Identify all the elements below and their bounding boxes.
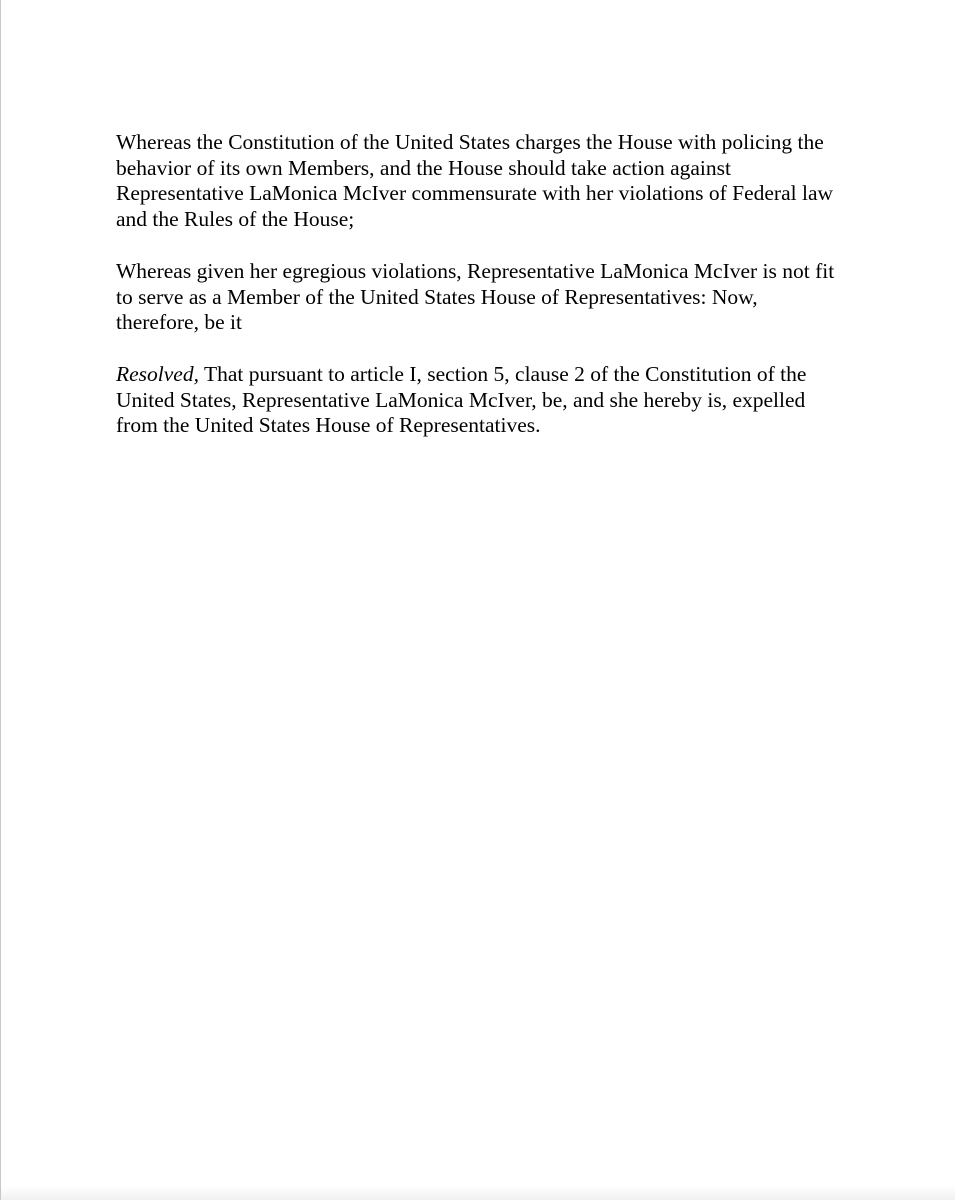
paragraph-line: Whereas given her egregious violations, Representative LaMonica McIver is not fit: [116, 258, 835, 283]
paragraph-line: therefore, be it: [116, 310, 242, 335]
paragraph-line: behavior of its own Members, and the House should take action against: [116, 155, 731, 180]
page-bottom-edge: [1, 1186, 955, 1200]
document-body: [116, 130, 851, 465]
paragraph-line: That pursuant to article I, section 5, clause 2 of the Constitution of the: [198, 361, 807, 386]
whereas-paragraph-2: [116, 259, 851, 336]
whereas-paragraph-1: [116, 130, 851, 233]
resolved-word: Resolved,: [116, 361, 199, 386]
paragraph-line: Whereas the Constitution of the United States charges the House with policing the: [116, 130, 824, 154]
paragraph-line: Representative LaMonica McIver commensurate with her violations of Federal law: [116, 181, 834, 206]
resolved-paragraph: [116, 362, 851, 439]
paragraph-line: from the United States House of Representatives.: [116, 413, 541, 438]
paragraph-line: and the Rules of the House;: [116, 207, 355, 232]
paragraph-line: to serve as a Member of the United States House of Representatives: Now,: [116, 284, 758, 309]
paragraph-line: United States, Representative LaMonica McIver, be, and she hereby is, expelled: [116, 387, 806, 412]
